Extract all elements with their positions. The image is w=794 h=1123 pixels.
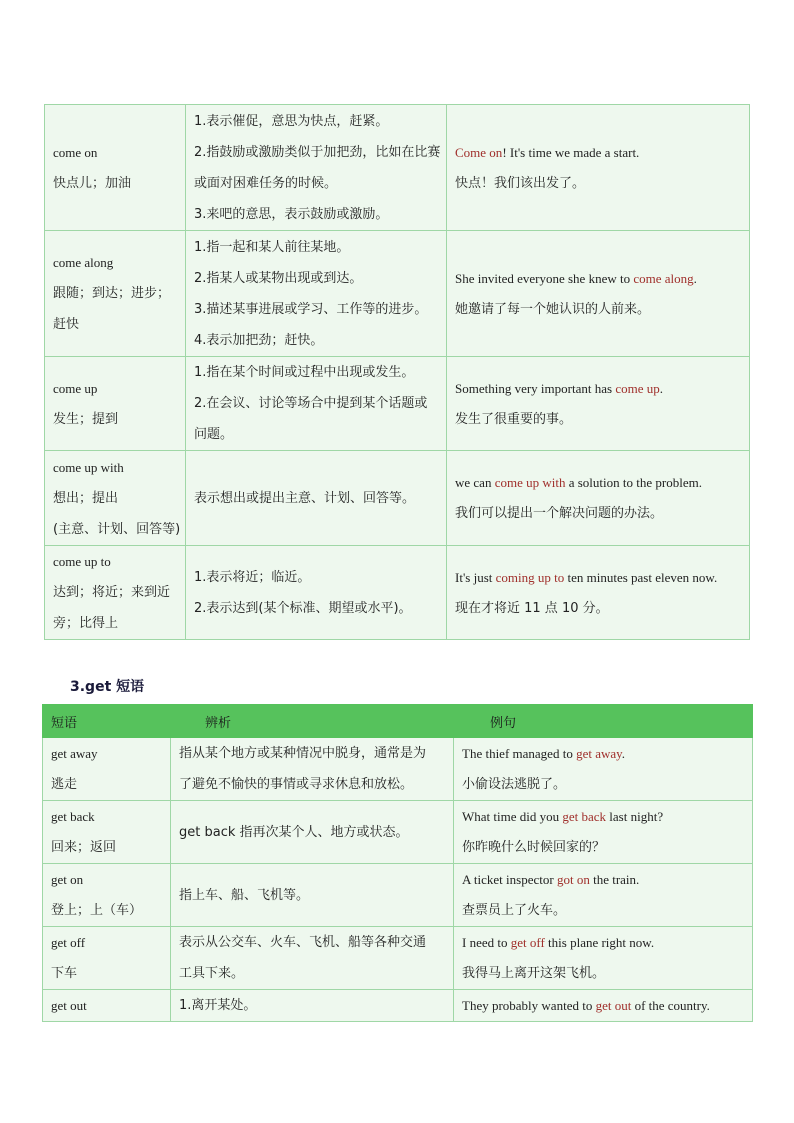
example-en-highlight: get off [510,935,545,950]
example-en [462,990,744,1021]
phrase-line: 快点儿；加油 [53,175,132,191]
example-en [455,373,741,404]
table-row [45,546,750,640]
example-cell [454,801,753,864]
phrase-line: 发生；提到 [53,411,119,427]
phrase-line: (主意、计划、回答等) [53,521,181,537]
example-en-highlight: coming up to [495,569,565,585]
get-phrases-table [42,704,753,1022]
analysis-line: 1.指一起和某人前往某地。 [194,239,350,255]
example-en [455,137,741,168]
table-row [43,990,753,1022]
phrase-line: come up [53,380,98,396]
phrase-cell [45,105,186,231]
analysis-line: 3.来吧的意思，表示鼓励或激励。 [194,206,389,222]
phrase-line: 达到；将近；来到近 [53,585,171,600]
example-cell [454,927,753,990]
example-en-highlight: got on [556,872,590,887]
example-en-pre: It's just [455,569,496,585]
example-cn: 小偷设法逃脱了。 [462,777,567,792]
example-en-pre: I need to [462,935,511,950]
analysis-line: 1.离开某处。 [179,998,257,1013]
analysis-line: 2.指鼓励或激励类似于加把劲，比如在比赛 [194,144,441,160]
example-en-post: the train. [589,872,640,887]
example-en [455,467,741,498]
table-row [45,451,750,546]
table-row [43,738,753,801]
example-cell [454,864,753,927]
analysis-line: 指上车、船、飞机等。 [179,887,310,903]
analysis-line: 或面对困难任务的时候。 [194,175,338,191]
phrase-line: come on [53,144,98,160]
example-cell [447,105,750,231]
phrase-cell [45,357,186,451]
phrase-line: 赶快 [53,317,80,332]
table-row [43,864,753,927]
example-en-post: . [693,270,697,286]
analysis-cell [186,451,447,546]
phrase-line: 回来；返回 [51,840,117,855]
example-cell [447,546,750,640]
analysis-cell [171,864,454,927]
phrase-line: come up with [53,459,124,475]
phrase-cell [43,990,171,1022]
example-en-highlight: come up with [494,475,566,490]
example-cn: 快点！我们该出发了。 [455,175,586,191]
phrase-line: get on [51,872,84,887]
section-title: 3.get 短语 [70,679,145,695]
table-row [43,801,753,864]
phrase-cell [45,546,186,640]
example-en [462,801,744,832]
table-row [45,105,750,231]
example-en-post: ten minutes past eleven now. [564,569,718,585]
analysis-cell [186,105,447,231]
example-en-pre: Something very important has [455,380,616,396]
analysis-line: 指从某个地方或某种情况中脱身，通常是为 [179,746,427,761]
example-en [462,738,744,769]
header-phrase: 短语 [43,705,171,738]
example-cn: 我们可以提出一个解决问题的办法。 [455,506,664,521]
analysis-cell [186,357,447,451]
phrase-line: get back [51,809,95,824]
phrase-line: 登上；上（车） [51,903,143,918]
example-cn: 她邀请了每一个她认识的人前来。 [455,301,651,317]
example-cell [447,231,750,357]
phrase-line: come along [53,255,114,270]
phrase-line: get off [51,935,86,950]
example-en-pre: The thief managed to [462,746,577,761]
analysis-cell [171,738,454,801]
example-cell [454,990,753,1022]
analysis-line: 工具下来。 [179,966,245,981]
phrase-line: come up to [53,554,111,569]
example-cn: 你昨晚什么时候回家的？ [462,840,606,855]
analysis-cell [171,990,454,1022]
phrase-cell [43,927,171,990]
analysis-line: 4.表示加把劲；赶快。 [194,332,324,348]
phrase-line: 想出；提出 [53,490,119,506]
come-phrases-table [44,104,750,640]
example-en-pre: we can [455,475,495,490]
header-analysis: 辨析 [171,705,454,738]
table-row [43,927,753,990]
header-example: 例句 [454,705,753,738]
analysis-line: 1.表示催促，意思为快点，赶紧。 [194,113,389,129]
analysis-cell [171,801,454,864]
example-en-highlight: come up [615,380,660,396]
example-en-pre: She invited everyone she knew to [455,270,634,286]
analysis-line: 表示想出或提出主意、计划、回答等。 [194,490,416,506]
example-en-highlight: come along [633,270,694,286]
example-en [462,927,744,958]
example-en-post: last night? [606,809,664,824]
phrase-cell [45,451,186,546]
example-cn: 发生了很重要的事。 [455,411,573,427]
phrase-line: 旁；比得上 [53,616,119,631]
example-en [455,562,741,593]
example-en [462,864,744,895]
analysis-cell [171,927,454,990]
analysis-line: 1.表示将近；临近。 [194,569,311,585]
phrase-line: 下车 [51,966,78,981]
analysis-line: get back 指再次某个人、地方或状态。 [179,824,409,840]
table-header-row [43,705,753,738]
example-cell [447,357,750,451]
phrase-cell [43,864,171,927]
example-en-highlight: Come on [455,144,503,160]
phrase-cell [45,231,186,357]
example-en-post: a solution to the problem. [565,475,702,490]
example-cn: 查票员上了火车。 [462,903,567,918]
example-en-pre: What time did you [462,809,563,824]
example-cn: 现在才将近 11 点 10 分。 [455,600,609,616]
example-en-highlight: get away [576,746,622,761]
example-cn: 我得马上离开这架飞机。 [462,966,606,981]
analysis-line: 了避免不愉快的事情或寻求休息和放松。 [179,777,414,792]
analysis-line: 3.描述某事进展或学习、工作等的进步。 [194,301,428,317]
example-en-post: this plane right now. [544,935,655,950]
table-row [45,231,750,357]
analysis-line: 2.表示达到(某个标准、期望或水平)。 [194,600,412,616]
example-en-post: . [659,380,663,396]
phrase-line: get out [51,998,87,1013]
phrase-cell [43,738,171,801]
analysis-line: 问题。 [194,427,234,442]
example-en-pre: A ticket inspector [462,872,557,887]
phrase-line: 逃走 [51,777,78,792]
analysis-cell [186,546,447,640]
analysis-line: 表示从公交车、火车、飞机、船等各种交通 [179,935,427,950]
example-en-post: . [621,746,626,761]
example-cell [454,738,753,801]
analysis-line: 2.指某人或某物出现或到达。 [194,270,363,286]
analysis-line: 1.指在某个时间或过程中出现或发生。 [194,365,415,380]
phrase-line: get away [51,746,98,761]
example-en [455,263,741,294]
example-en-highlight: get out [595,998,632,1013]
phrase-line: 跟随；到达；进步； [53,286,171,301]
example-en-pre: They probably wanted to [462,998,596,1013]
example-en-highlight: get back [562,809,607,824]
analysis-line: 2.在会议、讨论等场合中提到某个话题或 [194,396,428,411]
example-cell [447,451,750,546]
phrase-cell [43,801,171,864]
table-row [45,357,750,451]
example-en-post: of the country. [631,998,710,1013]
example-en-post: ! It's time we made a start. [502,144,640,160]
analysis-cell [186,231,447,357]
